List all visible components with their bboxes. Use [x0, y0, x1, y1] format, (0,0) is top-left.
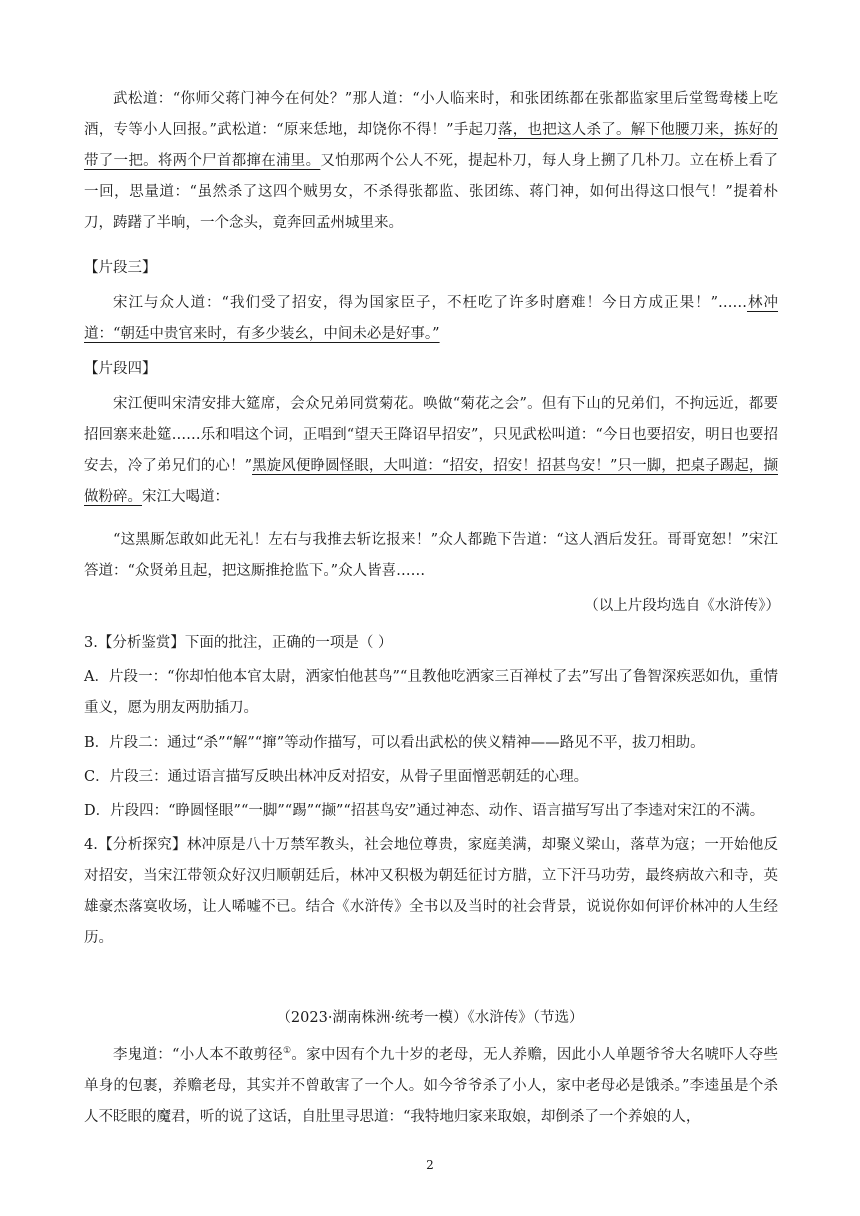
fragment-three-heading: 【片段三】 — [84, 260, 157, 276]
page-number: 2 — [426, 1158, 434, 1172]
passage-text: 宋江大喝道： — [142, 489, 229, 505]
underlined-text: 林冲道：“朝廷中贵官来时，有多少装幺，中间未必是好事。” — [84, 295, 779, 342]
passage-li-gui — [84, 1040, 778, 1133]
option-b: B．片段二：通过“杀”“解”“撺”等动作描写，可以看出武松的侠义精神——路见不平，拔刀相助。 — [84, 735, 705, 751]
fragment-four-heading: 【片段四】 — [84, 361, 157, 377]
option-d: D．片段四：“睁圆怪眼”“一脚”“踢”“撷”“招甚鸟安”通过神态、动作、语言描写写出了李逵对宋江的不满。 — [84, 803, 765, 819]
source-note: （以上片段均选自《水浒传》） — [584, 598, 780, 614]
option-c: C．片段三：通过语言描写反映出林冲反对招安，从骨子里面憎恶朝廷的心理。 — [84, 769, 589, 785]
question-3-stem: 3.【分析鉴赏】下面的批注，正确的一项是（ ） — [84, 635, 393, 651]
passage-fragment-two — [84, 84, 778, 239]
option-a: A．片段一：“你却怕他本官太尉，洒家怕他甚鸟”“且教他吃洒家三百禅杖了去”写出了鲁智深疾恶如仇，重情重义，愿为朋友两肋插刀。 — [84, 669, 778, 716]
passage-fragment-four-cont: “这黑厮怎敢如此无礼！左右与我推去斩讫报来！”众人都跪下告道：“这人酒后发狂。哥哥宽恕！”宋江答道：“众贤弟且起，把这厮推抢监下。”众人皆喜…… — [84, 532, 778, 579]
passage-text: 宋江与众人道：“我们受了招安，得为国家臣子，不枉吃了许多时磨难！今日方成正果！”…… — [113, 295, 747, 311]
footnote-marker: ① — [282, 1046, 292, 1057]
underlined-text: 黑旋风便睁圆怪眼，大叫道：“招安，招安！招甚鸟安！”只一脚，把桌子踢起，撷做粉碎。 — [84, 458, 778, 505]
passage-text: 宋江便叫宋清安排大筵席，会众兄弟同赏菊花。唤做“菊花之会”。但有下山的兄弟们，不拘远近，都要招回寨来赴筵……乐和唱这个词，正唱到“望天王降诏早招安”，只见武松叫道：“今日也要招安，明日也要招安去，冷了弟兄们的心！” — [84, 396, 778, 474]
section-title: （2023·湖南株洲·统考一模）《水浒传》（节选） — [276, 1010, 584, 1026]
question-4: 4.【分析探究】林冲原是八十万禁军教头，社会地位尊贵，家庭美满，却聚义梁山，落草为寇；一开始他反对招安，当宋江带领众好汉归顺朝廷后，林冲又积极为朝廷征讨方腊，立下汗马功劳，最终病故六和寺，英雄豪杰落寞收场，让人唏嘘不已。结合《水浒传》全书以及当时的社会背景，说说你如何评价林冲的人生经历。 — [84, 837, 778, 946]
passage-text: 李鬼道：“小人本不敢剪径 — [113, 1047, 283, 1063]
passage-text: 又怕那两个公人不死，提起朴刀，每人身上搠了几朴刀。立在桥上看了一回，思量道：“虽然杀了这四个贼男女，不杀得张都监、张团练、蒋门神，如何出得这口恨气！”提着朴刀，踌躇了半晌，一个念头，竟奔回孟州城里来。 — [84, 153, 779, 231]
passage-fragment-four — [84, 389, 778, 513]
passage-text: 武松道：“你师父蒋门神今在何处？”那人道：“小人临来时，和张团练都在张都监家里后堂鸳鸯楼上吃酒，专等小人回报。”武松道：“原来恁地，却饶你不得！”手起刀 — [84, 91, 778, 138]
underlined-text: 落，也把这人杀了。解下他腰刀来，拣好的带了一把。将两个尸首都撺在浦里。 — [84, 122, 778, 169]
passage-fragment-three — [84, 288, 778, 350]
passage-text: 。家中因有个九十岁的老母，无人养赡，因此小人单题爷爷大名唬吓人夺些单身的包裹，养赡老母，其实并不曾敢害了一个人。如今爷爷杀了小人，家中老母必是饿杀。”李逵虽是个杀人不眨眼的魔君，听的说了这话，自肚里寻思道：“我特地归家来取娘，却倒杀了一个养娘的人， — [84, 1047, 778, 1125]
